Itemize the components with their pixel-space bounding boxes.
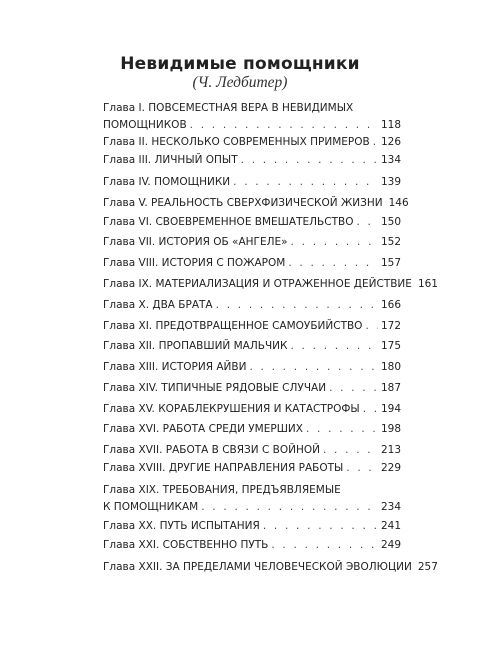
dot-leader xyxy=(365,318,378,335)
toc-entry xyxy=(103,214,401,231)
dot-leader xyxy=(346,460,378,477)
toc-entry-row xyxy=(103,421,401,438)
toc-page-number: 229 xyxy=(380,462,401,474)
toc-entry-row xyxy=(103,255,401,272)
toc-entry-title: Глава XVIII. ДРУГИЕ НАПРАВЛЕНИЯ РАБОТЫ xyxy=(103,462,344,474)
dot-leader xyxy=(271,537,378,554)
toc-entry xyxy=(103,537,401,554)
toc-entry xyxy=(103,234,401,251)
toc-entry-title: Глава XXI. СОБСТВЕННО ПУТЬ xyxy=(103,539,269,551)
toc-entry xyxy=(103,195,409,212)
toc-entry xyxy=(103,518,401,535)
toc-entry-row xyxy=(103,401,401,418)
toc-page-number: 139 xyxy=(380,176,401,188)
toc-entry xyxy=(103,255,401,272)
toc-entry-title: К ПОМОЩНИКАМ xyxy=(103,501,199,513)
toc-page-number: 134 xyxy=(380,154,401,166)
toc-entry-row xyxy=(103,380,401,397)
toc-entry xyxy=(103,174,401,191)
toc-page-number: 161 xyxy=(417,278,438,290)
toc-entry xyxy=(103,442,401,459)
toc-page-number: 146 xyxy=(388,197,409,209)
toc-entry-title: Глава XVI. РАБОТА СРЕДИ УМЕРШИХ xyxy=(103,423,303,435)
toc-entry-row xyxy=(103,318,401,335)
toc-entry-title: Глава XI. ПРЕДОТВРАЩЕННОЕ САМОУБИЙСТВО xyxy=(103,320,363,332)
dot-leader xyxy=(356,214,377,231)
toc-page-number: 152 xyxy=(380,236,401,248)
toc-page-number: 118 xyxy=(380,119,401,131)
toc-entry xyxy=(103,482,401,516)
dot-leader xyxy=(233,174,378,191)
toc-entry xyxy=(103,401,401,418)
dot-leader xyxy=(263,518,378,535)
toc-entry-title-line: Глава XIX. ТРЕБОВАНИЯ, ПРЕДЪЯВЛЯЕМЫЕ xyxy=(103,484,341,496)
toc-entry-title: Глава VIII. ИСТОРИЯ С ПОЖАРОМ xyxy=(103,257,286,269)
toc-entry-title-line: Глава I. ПОВСЕМЕСТНАЯ ВЕРА В НЕВИДИМЫХ xyxy=(103,102,354,114)
toc-entry-title: Глава XV. КОРАБЛЕКРУШЕНИЯ И КАТАСТРОФЫ xyxy=(103,403,360,415)
toc-entry-title: ПОМОЩНИКОВ xyxy=(103,119,187,131)
toc-entry-title: Глава VI. СВОЕВРЕМЕННОЕ ВМЕШАТЕЛЬСТВО xyxy=(103,216,354,228)
toc-entry-title: Глава VII. ИСТОРИЯ ОБ «АНГЕЛЕ» xyxy=(103,236,288,248)
toc-entry xyxy=(103,100,401,134)
toc-page-number: 172 xyxy=(380,320,401,332)
dot-leader xyxy=(241,152,378,169)
toc-page-number: 257 xyxy=(417,561,438,573)
toc-page-number: 194 xyxy=(380,403,401,415)
dot-leader xyxy=(201,499,378,516)
toc-page-number: 241 xyxy=(380,520,401,532)
dot-leader xyxy=(249,359,378,376)
toc-page-number: 166 xyxy=(380,299,401,311)
toc-entry-title: Глава IV. ПОМОЩНИКИ xyxy=(103,176,231,188)
toc-entry xyxy=(103,380,401,397)
toc-entry-row xyxy=(103,276,438,293)
toc-entry xyxy=(103,276,438,293)
toc-entry xyxy=(103,421,401,438)
book-author: (Ч. Ледбитер) xyxy=(192,74,288,91)
dot-leader xyxy=(373,134,378,151)
toc-entry-row xyxy=(103,537,401,554)
toc-entry-row xyxy=(103,338,401,355)
dot-leader xyxy=(329,380,378,397)
toc-entry-row xyxy=(103,359,401,376)
toc-entry-row xyxy=(103,195,409,212)
dot-leader xyxy=(290,338,377,355)
toc-entry-title: Глава IX. МАТЕРИАЛИЗАЦИЯ И ОТРАЖЕННОЕ ДЕЙСТВИЕ xyxy=(103,278,412,290)
toc-page-number: 175 xyxy=(380,340,401,352)
toc-page-number: 187 xyxy=(380,382,401,394)
toc-entry-title: Глава III. ЛИЧНЫЙ ОПЫТ xyxy=(103,154,238,166)
toc-entry-row xyxy=(103,117,401,134)
toc-entry-row xyxy=(103,297,401,314)
toc-page-number: 198 xyxy=(380,423,401,435)
dot-leader xyxy=(216,297,378,314)
toc-page-number: 180 xyxy=(380,361,401,373)
dot-leader xyxy=(363,401,378,418)
toc-entry-title: Глава XX. ПУТЬ ИСПЫТАНИЯ xyxy=(103,520,260,532)
toc-entry-row xyxy=(103,499,401,516)
dot-leader xyxy=(306,421,378,438)
toc-entry xyxy=(103,460,401,477)
dot-leader xyxy=(323,442,378,459)
toc-entry-title: Глава XXII. ЗА ПРЕДЕЛАМИ ЧЕЛОВЕЧЕСКОЙ ЭВОЛЮЦИИ xyxy=(103,561,412,573)
toc-page-number: 126 xyxy=(380,136,401,148)
toc-entry xyxy=(103,338,401,355)
toc-entry-row xyxy=(103,234,401,251)
toc-entry-title: Глава XIII. ИСТОРИЯ АЙВИ xyxy=(103,361,247,373)
toc-entry xyxy=(103,134,401,151)
toc-entry xyxy=(103,318,401,335)
toc-entry xyxy=(103,359,401,376)
toc-entry-row xyxy=(103,214,401,231)
toc-entry-title: Глава X. ДВА БРАТА xyxy=(103,299,213,311)
toc-entry-row xyxy=(103,174,401,191)
toc-entry-title: Глава XVII. РАБОТА В СВЯЗИ С ВОЙНОЙ xyxy=(103,444,320,456)
toc-entry-row xyxy=(103,559,438,576)
toc-entry-row xyxy=(103,152,401,169)
toc-entry xyxy=(103,559,438,576)
toc-entry-row xyxy=(103,442,401,459)
toc-entry-title: Глава V. РЕАЛЬНОСТЬ СВЕРХФИЗИЧЕСКОЙ ЖИЗНИ xyxy=(103,197,383,209)
toc-entry-row xyxy=(103,134,401,151)
toc-page-number: 157 xyxy=(380,257,401,269)
toc-entry-title: Глава XIV. ТИПИЧНЫЕ РЯДОВЫЕ СЛУЧАИ xyxy=(103,382,327,394)
dot-leader xyxy=(190,117,378,134)
book-title: Невидимые помощники xyxy=(120,54,360,74)
toc-page-number: 249 xyxy=(380,539,401,551)
dot-leader xyxy=(288,255,378,272)
toc-page-number: 234 xyxy=(380,501,401,513)
toc-entry xyxy=(103,152,401,169)
toc-entry xyxy=(103,297,401,314)
toc-entry-title: Глава XII. ПРОПАВШИЙ МАЛЬЧИК xyxy=(103,340,288,352)
toc-page-number: 150 xyxy=(380,216,401,228)
toc-entry-row xyxy=(103,518,401,535)
toc-page-number: 213 xyxy=(380,444,401,456)
toc-entry-title: Глава II. НЕСКОЛЬКО СОВРЕМЕННЫХ ПРИМЕРОВ xyxy=(103,136,370,148)
dot-leader xyxy=(291,234,378,251)
toc-entry-row xyxy=(103,460,401,477)
